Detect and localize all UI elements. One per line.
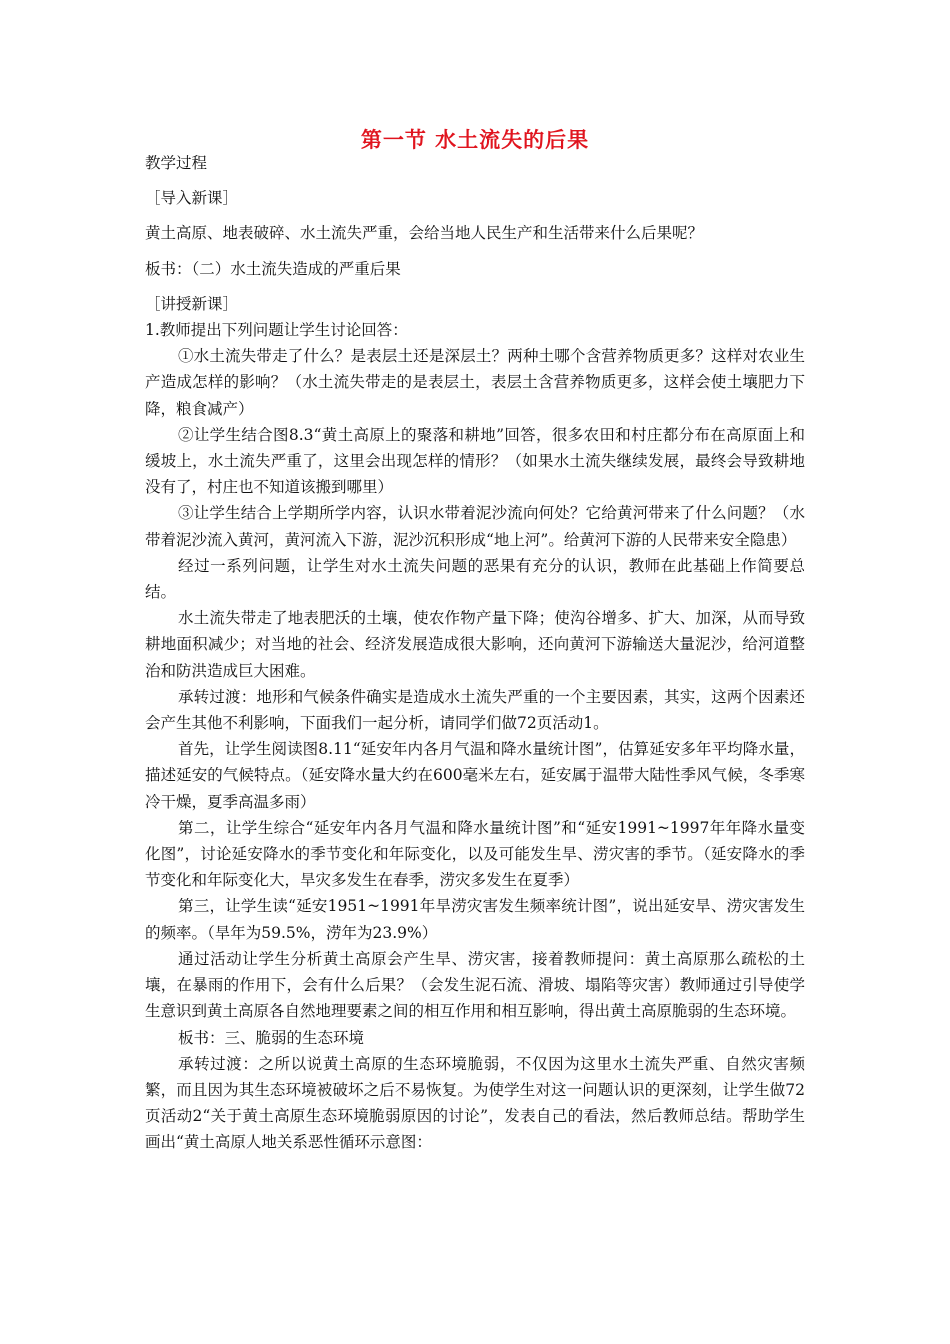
board-note: 板书：三、脆弱的生态环境 xyxy=(178,1028,365,1047)
board-note: 板书：（二）水土流失造成的严重后果 xyxy=(145,259,401,278)
paragraph: 第三，让学生读“延安1951~1991年旱涝灾害发生频率统计图”，说出延安旱、涝灾害发生的频率。（旱年为59.5%，涝年为23.9%） xyxy=(145,897,805,942)
question-item: ③让学生结合上学期所学内容，认识水带着泥沙流向何处？它给黄河带来了什么问题？（水带着泥沙流入黄河，黄河流入下游，泥沙沉积形成“地上河”。给黄河下游的人民带来安全隐患） xyxy=(145,504,805,549)
section-heading: ［讲授新课］ xyxy=(145,294,239,313)
question-item: ①水土流失带走了什么？是表层土还是深层土？两种土哪个含营养物质更多？这样对农业生产造成怎样的影响？（水土流失带走的是表层土，表层土含营养物质更多，这样会使土壤肥力下降，粮食减产） xyxy=(145,347,805,418)
section-heading: ［导入新课］ xyxy=(145,189,239,208)
paragraph: 经过一系列问题，让学生对水土流失问题的恶果有充分的认识，教师在此基础上作简要总结。 xyxy=(145,556,805,602)
section-heading: 教学过程 xyxy=(145,154,208,172)
paragraph: 通过活动让学生分析黄土高原会产生旱、涝灾害，接着教师提问：黄土高原那么疏松的土壤，在暴雨的作用下，会有什么后果？（会发生泥石流、滑坡、塌陷等灾害）教师通过引导使学生意识到黄土高原各自然地理要素之间的相互作用和相互影响，得出黄土高原脆弱的生态环境。 xyxy=(145,949,805,1021)
paragraph: 水土流失带走了地表肥沃的土壤，使农作物产量下降；使沟谷增多、扩大、加深，从而导致耕地面积减少；对当地的社会、经济发展造成很大影响，还向黄河下游输送大量泥沙，给河道整治和防洪造成巨大困难。 xyxy=(145,609,805,680)
paragraph: 承转过渡：之所以说黄土高原的生态环境脆弱，不仅因为这里水土流失严重、自然灾害频繁，而且因为其生态环境被破坏之后不易恢复。为使学生对这一问题认识的更深刻，让学生做72页活动2“关于黄土高原生态环境脆弱原因的讨论”，发表自己的看法，然后教师总结。帮助学生画出“黄土高原人地关系恶性循环示意图： xyxy=(145,1054,805,1152)
paragraph: 承转过渡：地形和气候条件确实是造成水土流失严重的一个主要因素，其实，这两个因素还会产生其他不利影响，下面我们一起分析，请同学们做72页活动1。 xyxy=(145,687,805,733)
paragraph: 黄土高原、地表破碎、水土流失严重，会给当地人民生产和生活带来什么后果呢？ xyxy=(145,224,704,243)
paragraph: 第二，让学生综合“延安年内各月气温和降水量统计图”和“延安1991~1997年年降水量变化图”，讨论延安降水的季节变化和年际变化，以及可能发生旱、涝灾害的季节。（延安降水的季节变化和年际变化大，旱灾多发生在春季，涝灾多发生在夏季） xyxy=(145,818,805,890)
document-body xyxy=(145,150,805,1156)
question-item: ②让学生结合图8.3“黄土高原上的聚落和耕地”回答，很多农田和村庄都分布在高原面上和缓坡上，水土流失严重了，这里会出现怎样的情形？（如果水土流失继续发展，最终会导致耕地没有了，村庄也不知道该搬到哪里） xyxy=(145,425,805,497)
paragraph: 首先，让学生阅读图8.11“延安年内各月气温和降水量统计图”，估算延安多年平均降水量，描述延安的气候特点。（延安降水量大约在600毫米左右，延安属于温带大陆性季风气候，冬季寒冷干燥，夏季高温多雨） xyxy=(145,740,805,811)
document-title: 第一节 水土流失的后果 xyxy=(360,128,590,152)
paragraph: 1.教师提出下列问题让学生讨论回答： xyxy=(145,321,408,340)
